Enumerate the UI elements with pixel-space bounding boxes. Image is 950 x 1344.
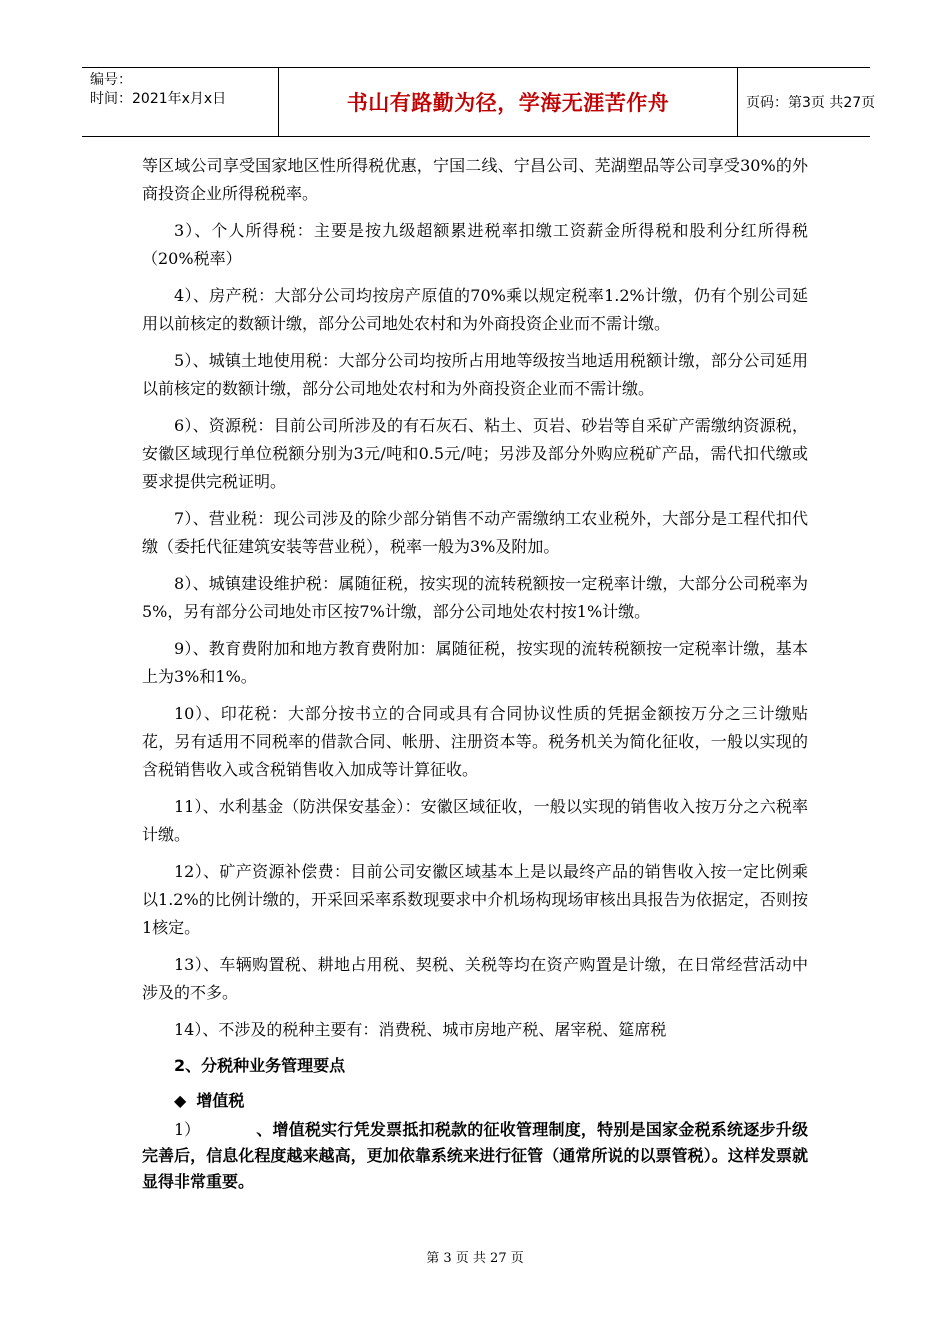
paragraph: 14）、不涉及的税种主要有：消费税、城市房地产税、屠宰税、筵席税 [174, 1020, 667, 1039]
header-motto: 书山有路勤为径，学海无涯苦作舟 [279, 68, 738, 136]
number-label: 编号： [90, 72, 132, 88]
paragraph: 7）、营业税：现公司涉及的除少部分销售不动产需缴纳工农业税外，大部分是工程代扣代缴（委托代征建筑安装等营业税），税率一般为3%及附加。 [142, 509, 808, 556]
date-label: 时间：2021年x月x日 [90, 91, 227, 107]
paragraph: 11）、水利基金（防洪保安基金）：安徽区域征收，一般以实现的销售收入按万分之六税率计缴。 [142, 797, 808, 844]
paragraph: 12）、矿产资源补偿费：目前公司安徽区域基本上是以最终产品的销售收入按一定比例乘以1.2%的比例计缴的，开采回采率系数现要求中介机场构现场审核出具报告为依据定，否则按1核定。 [142, 862, 808, 937]
paragraph: 8）、城镇建设维护税：属随征税，按实现的流转税额按一定税率计缴，大部分公司税率为5%，另有部分公司地处市区按7%计缴，部分公司地处农村按1%计缴。 [142, 574, 808, 621]
paragraph: 等区域公司享受国家地区性所得税优惠，宁国二线、宁昌公司、芜湖塑品等公司享受30%的外商投资企业所得税税率。 [142, 156, 808, 203]
document-body [142, 152, 808, 1195]
final-paragraph [142, 1117, 808, 1195]
paragraph: 4）、房产税：大部分公司均按房产原值的70%乘以规定税率1.2%计缴，仍有个别公司延用以前核定的数额计缴，部分公司地处农村和为外商投资企业而不需计缴。 [142, 286, 808, 333]
paragraph: 6）、资源税：目前公司所涉及的有石灰石、粘土、页岩、砂岩等自采矿产需缴纳资源税，安徽区域现行单位税额分别为3元/吨和0.5元/吨；另涉及部分外购应税矿产品，需代扣代缴或要求提供完税证明。 [142, 416, 808, 491]
paragraph: 13）、车辆购置税、耕地占用税、契税、关税等均在资产购置是计缴，在日常经营活动中涉及的不多。 [142, 955, 808, 1002]
final-paragraph-text: 、增值税实行凭发票抵扣税款的征收管理制度，特别是国家金税系统逐步升级完善后，信息化程度越来越高，更加依靠系统来进行征管（通常所说的以票管税）。这样发票就显得非常重要。 [142, 1120, 808, 1191]
header-meta [82, 68, 279, 136]
header-table [82, 67, 876, 137]
item-number: 1） [174, 1120, 201, 1139]
paragraph: 3）、个人所得税：主要是按九级超额累进税率扣缴工资薪金所得税和股利分红所得税（20%税率） [142, 221, 808, 268]
paragraph: 5）、城镇土地使用税：大部分公司均按所占用地等级按当地适用税额计缴，部分公司延用以前核定的数额计缴，部分公司地处农村和为外商投资企业而不需计缴。 [142, 351, 808, 398]
subsection-title: 增值税 [196, 1091, 245, 1110]
diamond-bullet-icon: ◆ [174, 1091, 187, 1110]
paragraph: 9）、教育费附加和地方教育费附加：属随征税，按实现的流转税额按一定税率计缴，基本上为3%和1%。 [142, 639, 808, 686]
paragraph: 10）、印花税：大部分按书立的合同或具有合同协议性质的凭据金额按万分之三计缴贴花，另有适用不同税率的借款合同、帐册、注册资本等。税务机关为简化征收，一般以实现的含税销售收入或含税销售收入加成等计算征收。 [142, 704, 808, 779]
page-footer: 第 3 页 共 27 页 [426, 1251, 524, 1266]
subsection-heading [174, 1089, 808, 1113]
section-heading: 2、分税种业务管理要点 [174, 1056, 346, 1075]
header-page-label: 页码：第3页 共27页 [746, 95, 876, 111]
